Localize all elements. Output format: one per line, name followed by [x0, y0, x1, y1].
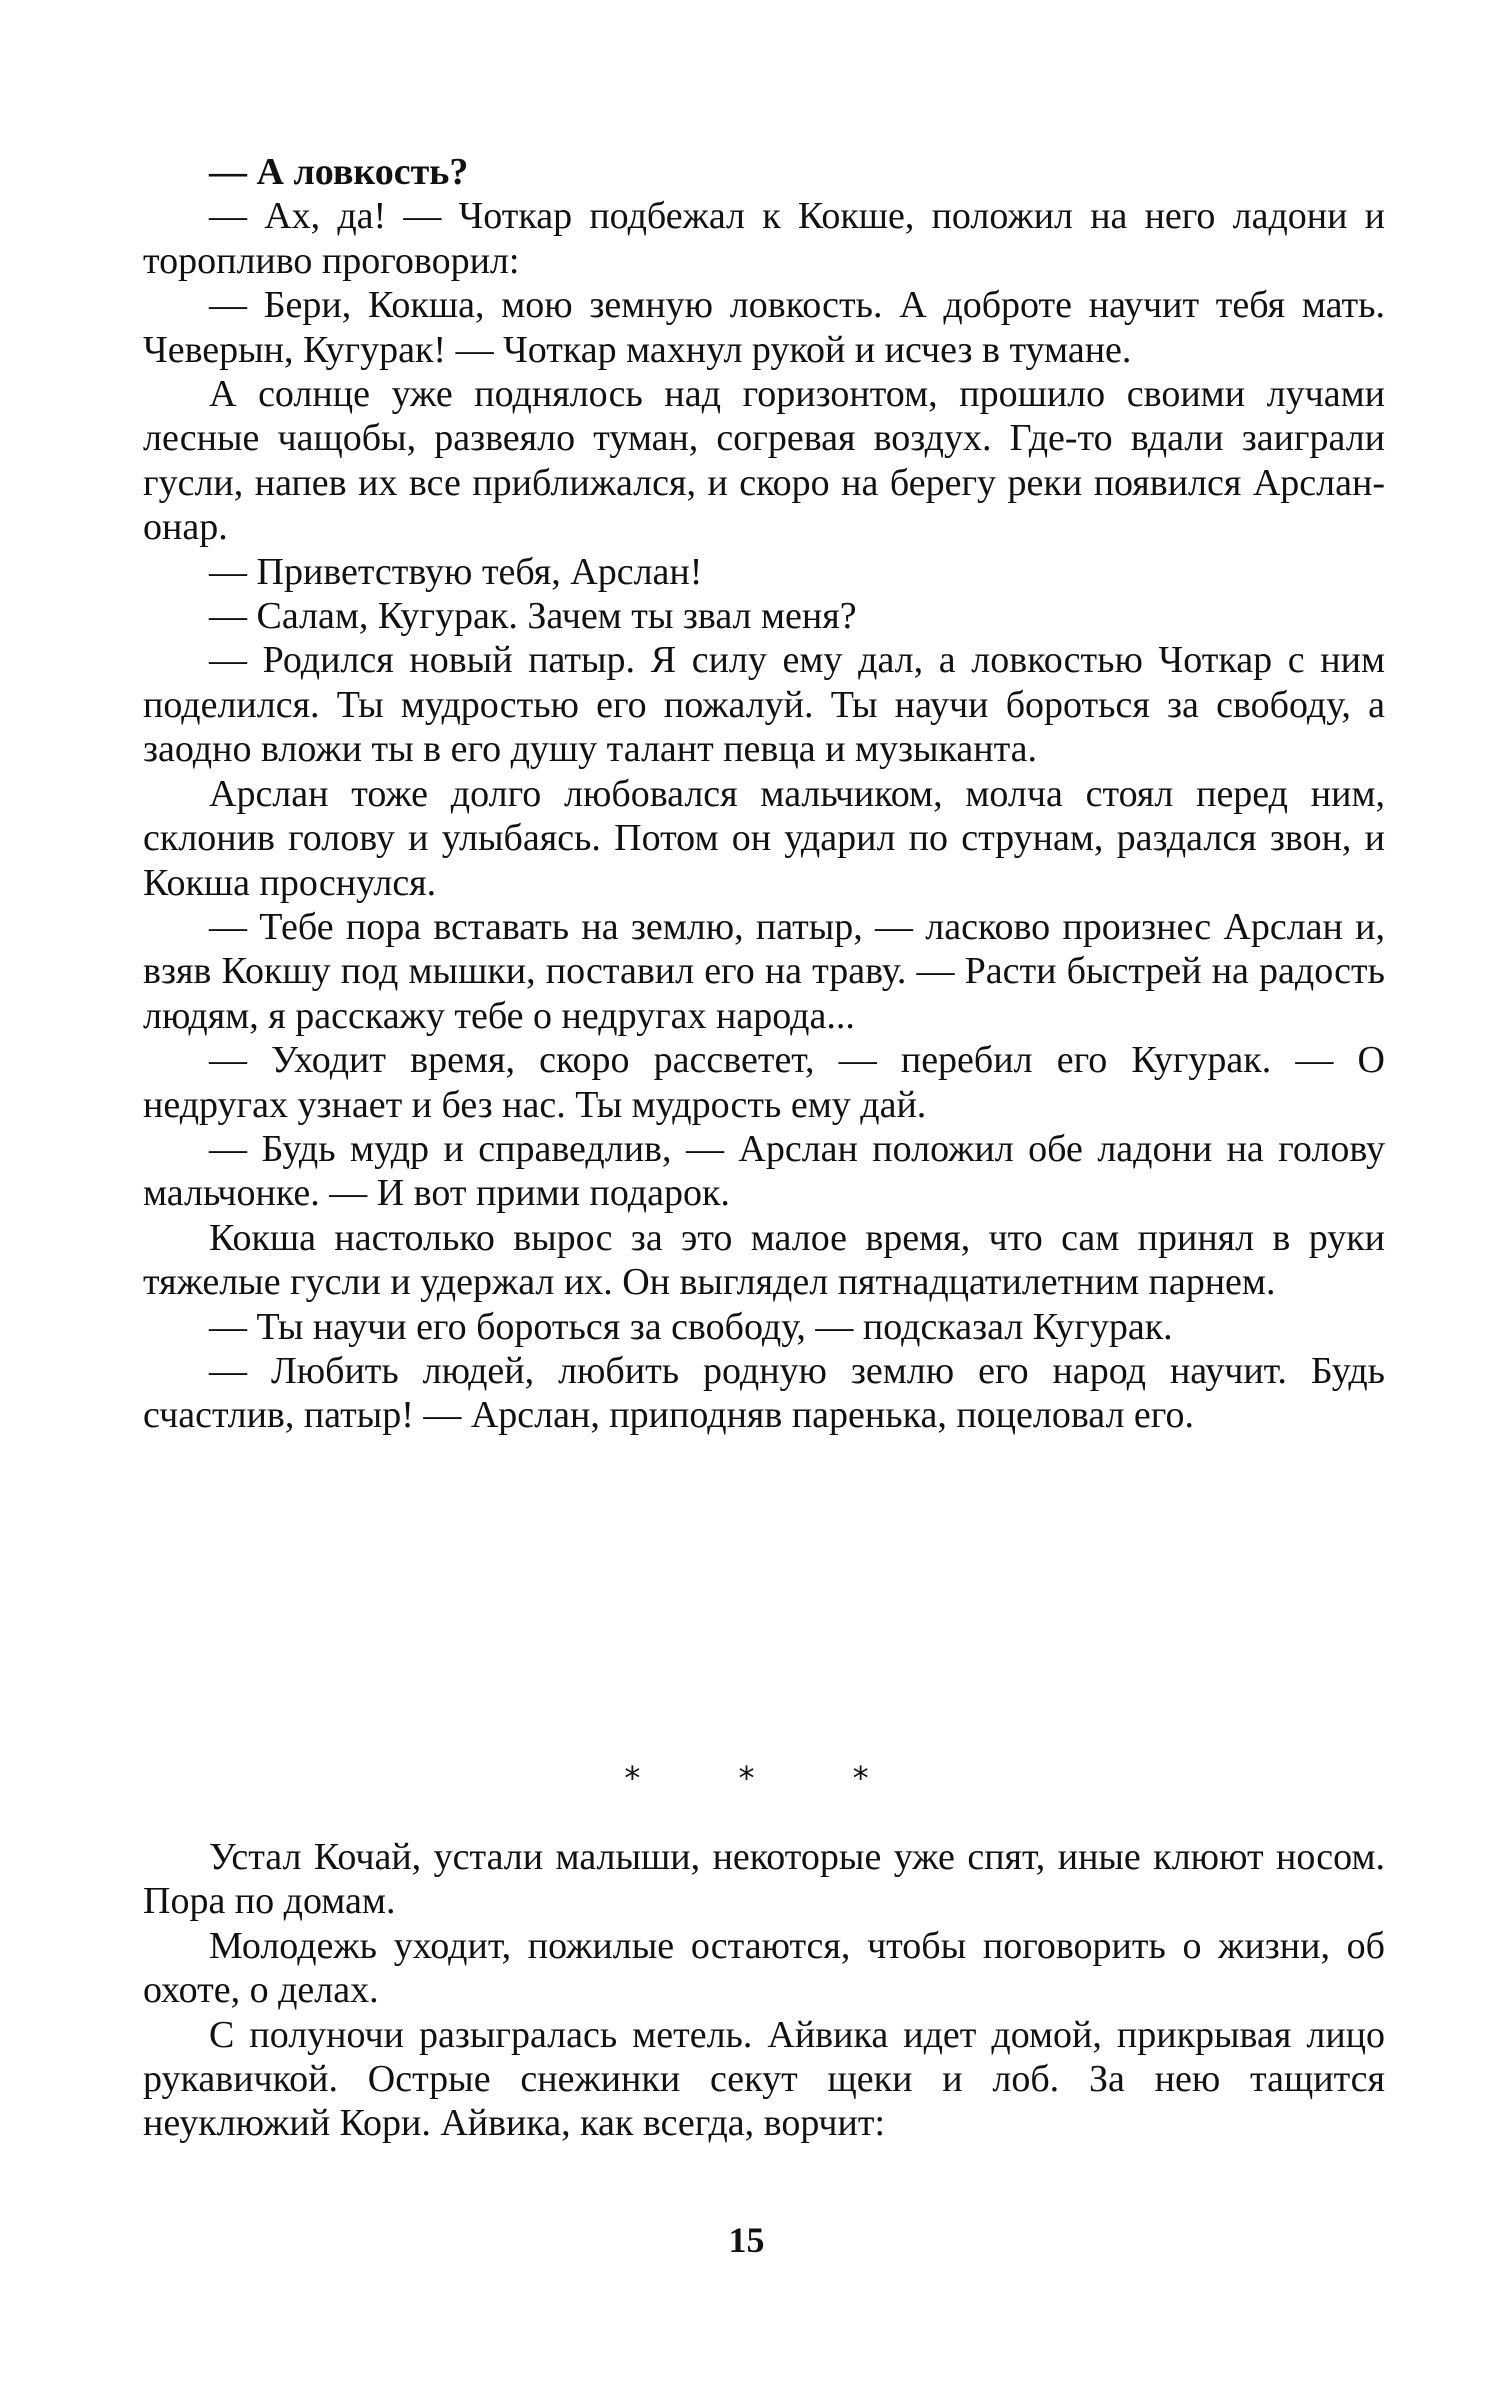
paragraph: Молодежь уходит, пожилые остаются, чтобы поговорить о жизни, об охоте, о делах. [143, 1924, 1385, 2012]
paragraph: — Будь мудр и справедлив, — Арслан положил обе ладони на голову мальчонке. — И вот прими подарок. [143, 1127, 1385, 1215]
paragraph: — Ах, да! — Чоткар подбежал к Кокше, положил на него ладони и торопливо проговорил: [143, 195, 1385, 282]
paragraph: А солнце уже поднялось над горизонтом, прошило своими лучами лесные чащобы, развеяло туман, согревая воздух. Где-то вдали заиграли гусли, напев их все приближался, и скоро на берегу реки появился Арслан-онар. [143, 373, 1385, 549]
paragraph: — Бери, Кокша, мою земную ловкость. А доброте научит тебя мать. Чеверын, Кугурак! — Чоткар махнул рукой и исчез в тумане. [143, 284, 1385, 371]
paragraph: — Тебе пора вставать на землю, патыр, — ласково произнес Арслан и, взяв Кокшу под мышки, поставил его на траву. — Расти быстрей на радость людям, я расскажу тебе о недругах народа... [143, 905, 1385, 1037]
paragraph: — Любить людей, любить родную землю его народ научит. Будь счастлив, патыр! — Арслан, приподняв паренька, поцеловал его. [143, 1349, 1385, 1437]
paragraph: — Приветствую тебя, Арслан! [209, 550, 703, 593]
paragraph: С полуночи разыгралась метель. Айвика идет домой, прикрывая лицо рукавичкой. Острые снежинки секут щеки и лоб. За нею тащится неуклюжий Кори. Айвика, как всегда, ворчит: [143, 2013, 1385, 2145]
paragraph: Кокша настолько вырос за это малое время, что сам принял в руки тяжелые гусли и удержал их. Он выглядел пятнадцатилетним парнем. [143, 1216, 1385, 1304]
page-number: 15 [728, 2220, 765, 2260]
paragraph: — Родился новый патыр. Я силу ему дал, а ловкостью Чоткар с ним поделился. Ты мудростью его пожалуй. Ты научи бороться за свободу, а заодно вложи ты в его душу талант певца и музыканта. [143, 639, 1385, 771]
text-block-top [143, 150, 1385, 1438]
paragraph: Устал Кочай, устали малыши, некоторые уже спят, иные клюют носом. Пора по домам. [143, 1836, 1385, 1923]
paragraph: — Ты научи его бороться за свободу, — подсказал Кугурак. [209, 1305, 1173, 1348]
paragraph: — Уходит время, скоро рассветет, — перебил его Кугурак. — О недругах узнает и без нас. Ты мудрость ему дай. [143, 1039, 1385, 1126]
paragraph: Арслан тоже долго любовался мальчиком, молча стоял перед ним, склонив голову и улыбаясь. Потом он ударил по струнам, раздался звон, и Кокша проснулся. [143, 772, 1385, 904]
paragraph: — Салам, Кугурак. Зачем ты звал меня? [209, 595, 857, 638]
paragraph: — А ловкость? [209, 151, 469, 193]
text-block-bottom [143, 1835, 1385, 2146]
section-divider: * * * [624, 1759, 913, 1797]
